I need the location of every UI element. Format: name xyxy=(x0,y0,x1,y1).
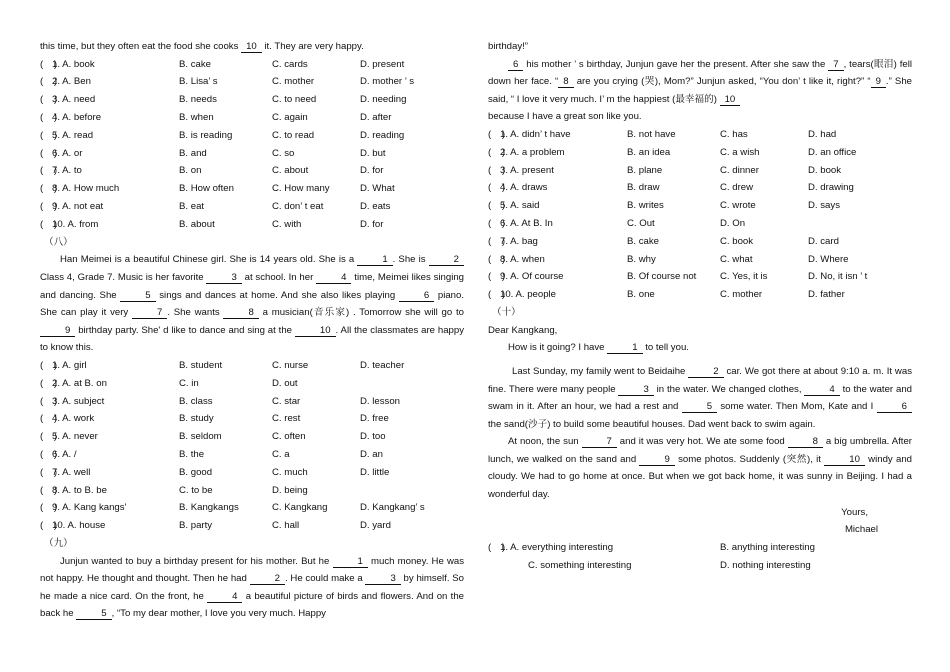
option-b[interactable]: B. on xyxy=(179,165,202,177)
answer-bracket[interactable]: ( ) xyxy=(488,541,506,553)
option-c[interactable]: C. to read xyxy=(272,129,315,141)
answer-bracket[interactable]: ( ) xyxy=(40,200,58,212)
option-c[interactable]: C. drew xyxy=(720,182,754,194)
blank-9[interactable]: 9 xyxy=(40,326,75,337)
answer-bracket[interactable]: ( ) xyxy=(40,147,58,159)
option-a[interactable]: 4. A. work xyxy=(52,413,95,425)
answer-bracket[interactable]: ( ) xyxy=(40,431,58,443)
option-b[interactable]: C. Out xyxy=(627,217,655,229)
section-8-heading: （八） xyxy=(44,236,73,248)
question-row xyxy=(488,197,912,215)
option-b[interactable]: B. and xyxy=(179,147,207,159)
blank-6[interactable]: 6 xyxy=(399,291,434,302)
option-d[interactable]: D. little xyxy=(360,466,390,478)
question-row xyxy=(488,539,912,557)
question-row xyxy=(40,162,464,180)
option-a[interactable]: 5. A. never xyxy=(52,431,98,443)
blank-2[interactable]: 2 xyxy=(688,367,723,378)
question-row xyxy=(40,482,464,500)
question-row xyxy=(40,127,464,145)
option-d[interactable]: D. father xyxy=(808,289,845,301)
option-c[interactable]: C. cards xyxy=(272,58,308,70)
answer-bracket[interactable]: ( ) xyxy=(488,235,506,247)
option-a[interactable]: 4. A. before xyxy=(52,111,102,123)
passage-9-continued: birthday!” 6 his mother ’ s birthday, Junjun gave her the present. After she saw the 7 , tears(眼泪) fell down her face. “ 8 are you crying (哭), Mom?” Junjun asked, “You don’ t like it, right?” “ 9 .” She said, “ I love it very much. I’ m the happiest (最幸福的) 10 because I have a great son like you. xyxy=(488,41,912,123)
option-b[interactable]: B. an idea xyxy=(627,146,671,158)
question-row xyxy=(40,91,464,109)
option-b[interactable]: B. seldom xyxy=(179,431,222,443)
section-9-heading: （九） xyxy=(44,537,73,549)
option-a[interactable]: 1. A. didn’ t have xyxy=(500,128,571,140)
option-b[interactable]: B. is reading xyxy=(179,129,233,141)
option-c[interactable]: C. hall xyxy=(272,520,300,532)
option-d[interactable]: D. teacher xyxy=(360,359,405,371)
option-b[interactable]: C. in xyxy=(179,377,199,389)
question-row-continued xyxy=(488,557,912,575)
option-c[interactable]: C. book xyxy=(720,235,754,247)
option-c[interactable]: C. rest xyxy=(272,413,301,425)
passage-text: it. They are very happy. xyxy=(261,41,364,52)
question-row xyxy=(488,268,912,286)
option-b[interactable]: B. How often xyxy=(179,183,234,195)
question-row xyxy=(488,215,912,233)
answer-bracket[interactable]: ( ) xyxy=(40,165,58,177)
question-row xyxy=(40,428,464,446)
option-d[interactable]: D. lesson xyxy=(360,395,400,407)
option-c[interactable]: C. don’ t eat xyxy=(272,200,324,212)
question-row xyxy=(40,499,464,517)
option-c[interactable]: C. a wish xyxy=(720,146,760,158)
option-b[interactable]: B. good xyxy=(179,466,213,478)
letter-paragraph-3: At noon, the sun 7 and it was very hot. We ate some food 8 a big umbrella. After lunch, we walked on the sand and 9 some photos. Suddenly (突然), it 10 windy and cloudy. We had to go home at once. But when we got back home, it was sunny in Beijing. I had a wonderful day. xyxy=(488,436,912,501)
option-d[interactable]: D. nothing interesting xyxy=(720,559,811,571)
question-row xyxy=(40,393,464,411)
option-d[interactable]: D. an office xyxy=(808,146,857,158)
option-a[interactable]: 2. A. Ben xyxy=(52,76,91,88)
option-c[interactable]: C. has xyxy=(720,128,748,140)
answer-bracket[interactable]: ( ) xyxy=(488,164,506,176)
question-row xyxy=(40,517,464,535)
question-row xyxy=(40,73,464,91)
answer-bracket[interactable]: ( ) xyxy=(40,395,58,407)
answer-bracket[interactable]: ( ) xyxy=(488,182,506,194)
question-row xyxy=(488,233,912,251)
blank-4[interactable]: 4 xyxy=(207,592,242,603)
option-b[interactable]: B. cake xyxy=(627,235,659,247)
option-c[interactable]: C. dinner xyxy=(720,164,759,176)
option-d[interactable]: D. reading xyxy=(360,129,405,141)
option-a[interactable]: 1. A. girl xyxy=(52,359,87,371)
option-a[interactable]: 3. A. subject xyxy=(52,395,105,407)
letter-paragraph-2: Last Sunday, my family went to Beidaihe 2 car. We got there at about 9:10 a. m. It was fine. There were many people 3 in the water. We changed clothes, 4 to the water and swam in it. After an hour, we had a rest and 5 some water. Then Mom, Kate and I 6 the sand(沙子) to build some beautiful houses. Dad went back to swim again. xyxy=(488,365,912,430)
answer-bracket[interactable]: ( ) xyxy=(40,183,58,195)
answer-bracket[interactable]: ( ) xyxy=(40,94,58,106)
option-b[interactable]: B. study xyxy=(179,413,214,425)
option-a[interactable]: 10. A. people xyxy=(500,289,557,301)
question-row xyxy=(488,144,912,162)
option-a[interactable]: 8. A. How much xyxy=(52,183,120,195)
option-c[interactable]: C. nurse xyxy=(272,359,309,371)
answer-bracket[interactable]: ( ) xyxy=(488,128,506,140)
blank-8[interactable]: 8 xyxy=(558,77,573,88)
answer-bracket[interactable]: ( ) xyxy=(40,413,58,425)
blank-9[interactable]: 9 xyxy=(871,77,886,88)
option-a[interactable]: 8. A. when xyxy=(500,253,545,265)
option-b[interactable]: B. plane xyxy=(627,164,663,176)
option-c[interactable]: C. so xyxy=(272,147,295,159)
option-b[interactable]: B. student xyxy=(179,359,223,371)
blank-10[interactable]: 10 xyxy=(720,95,741,106)
question-row xyxy=(40,464,464,482)
question-row xyxy=(488,126,912,144)
blank-10[interactable]: 10 xyxy=(824,455,865,466)
question-row xyxy=(40,410,464,428)
option-b[interactable]: B. Kangkangs xyxy=(179,502,239,514)
option-a[interactable]: 2. A. a problem xyxy=(500,146,565,158)
letter-signature: Michael xyxy=(844,524,878,536)
option-b[interactable]: B. party xyxy=(179,520,213,532)
option-c[interactable]: C. something interesting xyxy=(528,559,632,571)
option-c[interactable]: C. wrote xyxy=(720,200,756,212)
answer-bracket[interactable]: ( ) xyxy=(40,58,58,70)
option-d[interactable]: D. too xyxy=(360,431,386,443)
answer-bracket[interactable]: ( ) xyxy=(40,377,58,389)
option-d[interactable]: D. an xyxy=(360,448,383,460)
answer-bracket[interactable]: ( ) xyxy=(40,129,58,141)
option-d[interactable]: D. present xyxy=(360,58,405,70)
blank-1[interactable]: 1 xyxy=(607,343,642,354)
blank-3[interactable]: 3 xyxy=(206,273,241,284)
letter-closing: Yours, xyxy=(841,506,868,518)
option-c[interactable]: C. often xyxy=(272,431,306,443)
blank-2[interactable]: 2 xyxy=(429,255,464,266)
answer-bracket[interactable]: ( ) xyxy=(488,253,506,265)
option-a[interactable]: 9. A. Kang kangs' xyxy=(52,502,127,514)
blank-7[interactable]: 7 xyxy=(132,308,167,319)
blank-9[interactable]: 9 xyxy=(639,455,674,466)
option-a[interactable]: 6. A. At B. In xyxy=(500,217,553,229)
question-row xyxy=(40,145,464,163)
question-row xyxy=(40,109,464,127)
option-b[interactable]: B. not have xyxy=(627,128,676,140)
question-row xyxy=(40,357,464,375)
option-b[interactable]: B. needs xyxy=(179,94,217,106)
answer-bracket[interactable]: ( ) xyxy=(40,76,58,88)
blank-5[interactable]: 5 xyxy=(682,402,717,413)
answer-bracket[interactable]: ( ) xyxy=(40,359,58,371)
option-a[interactable]: 7. A. well xyxy=(52,466,91,478)
blank-4[interactable]: 4 xyxy=(316,273,351,284)
option-c[interactable]: C. a xyxy=(272,448,290,460)
passage-9: Junjun wanted to buy a birthday present for his mother. But he 1 much money. He was not happy. He thought and thought. Then he had 2 . He could make a 3 by himself. So he made a nice card. On the front, he 4 a beautiful picture of birds and flowers. And on the back he 5 , “To my dear mother, I love you very much. Happy xyxy=(40,555,465,620)
question-row xyxy=(488,162,912,180)
option-d[interactable]: D. free xyxy=(360,413,389,425)
question-row xyxy=(40,375,464,393)
question-row xyxy=(488,286,912,304)
option-b[interactable]: B. draw xyxy=(627,182,660,194)
question-row xyxy=(40,180,464,198)
option-a[interactable]: 8. A. to B. be xyxy=(52,484,107,496)
question-row xyxy=(488,179,912,197)
option-a[interactable]: 6. A. or xyxy=(52,147,83,159)
blank-10[interactable]: 10 xyxy=(241,42,262,53)
option-b[interactable]: C. to be xyxy=(179,484,213,496)
option-d[interactable]: D. drawing xyxy=(808,182,854,194)
option-d[interactable]: D. What xyxy=(360,183,395,195)
option-a[interactable]: 7. A. to xyxy=(52,165,82,177)
option-d[interactable]: D. for xyxy=(360,218,384,230)
option-a[interactable]: 1. A. everything interesting xyxy=(500,541,614,553)
option-a[interactable]: 6. A. / xyxy=(52,448,77,460)
option-a[interactable]: 5. A. said xyxy=(500,200,540,212)
option-a[interactable]: 2. A. at B. on xyxy=(52,377,107,389)
question-row xyxy=(40,198,464,216)
option-b[interactable]: B. class xyxy=(179,395,213,407)
option-c[interactable]: D. out xyxy=(272,377,298,389)
option-a[interactable]: 7. A. bag xyxy=(500,235,538,247)
blank-2[interactable]: 2 xyxy=(250,574,285,585)
letter-line-1: How is it going? I have 1 to tell you. xyxy=(508,342,689,354)
option-a[interactable]: 10. A. from xyxy=(52,218,99,230)
passage-8: Han Meimei is a beautiful Chinese girl. She is 14 years old. She is a 1 . She is 2 Class 4, Grade 7. Music is her favorite 3 at school. In her 4 time, Meimei likes singing and dancing. She 5 sings and dances at home. And she also likes playing 6 piano. She can play it very 7 . She wants 8 a musician(音乐家) . Tomorrow she will go to 9 birthday party. She' d like to dance and sing at the 10 . All the classmates are happy to know this. xyxy=(40,254,465,354)
passage-text: this time, but they often eat the food she cooks xyxy=(40,41,242,52)
answer-bracket[interactable]: ( ) xyxy=(488,289,506,301)
answer-bracket[interactable]: ( ) xyxy=(40,218,58,230)
question-list-7 xyxy=(40,56,464,234)
option-d[interactable]: D. Kangkang’ s xyxy=(360,502,425,514)
question-row xyxy=(40,56,464,74)
option-d[interactable]: D. needing xyxy=(360,94,407,106)
option-c[interactable]: C. mother xyxy=(720,289,763,301)
blank-10[interactable]: 10 xyxy=(295,326,336,337)
option-c[interactable]: C. How many xyxy=(272,183,330,195)
option-a[interactable]: 1. A. book xyxy=(52,58,95,70)
question-row xyxy=(40,216,464,234)
answer-bracket[interactable]: ( ) xyxy=(488,271,506,283)
answer-bracket[interactable]: ( ) xyxy=(40,484,58,496)
option-d[interactable]: D. eats xyxy=(360,200,391,212)
blank-3[interactable]: 3 xyxy=(618,385,653,396)
option-b[interactable]: B. cake xyxy=(179,58,211,70)
option-d[interactable]: D. book xyxy=(808,164,842,176)
option-d[interactable]: D. but xyxy=(360,147,386,159)
blank-5[interactable]: 5 xyxy=(120,291,155,302)
blank-3[interactable]: 3 xyxy=(365,574,400,585)
option-b[interactable]: B. why xyxy=(627,253,656,265)
section-10-heading: （十） xyxy=(492,306,521,318)
question-list-8 xyxy=(40,357,464,535)
option-a[interactable]: 3. A. need xyxy=(52,94,96,106)
option-c[interactable]: C. mother xyxy=(272,76,315,88)
answer-bracket[interactable]: ( ) xyxy=(488,200,506,212)
option-c[interactable]: C. much xyxy=(272,466,308,478)
answer-bracket[interactable]: ( ) xyxy=(40,502,58,514)
option-d[interactable]: D. for xyxy=(360,165,384,177)
option-a[interactable]: 4. A. draws xyxy=(500,182,548,194)
answer-bracket[interactable]: ( ) xyxy=(488,217,506,229)
right-column xyxy=(488,38,912,574)
option-d[interactable]: D. had xyxy=(808,128,837,140)
option-b[interactable]: B. anything interesting xyxy=(720,541,815,553)
blank-7[interactable]: 7 xyxy=(582,437,617,448)
option-d[interactable]: D. Where xyxy=(808,253,849,265)
question-list-9 xyxy=(488,126,912,304)
option-a[interactable]: 9. A. not eat xyxy=(52,200,104,212)
blank-7[interactable]: 7 xyxy=(828,60,843,71)
option-a[interactable]: 5. A. read xyxy=(52,129,94,141)
option-c[interactable]: C. Kangkang xyxy=(272,502,328,514)
blank-1[interactable]: 1 xyxy=(357,255,392,266)
option-d[interactable]: D. yard xyxy=(360,520,391,532)
option-d[interactable]: D. No, it isn ’ t xyxy=(808,271,868,283)
option-a[interactable]: 10. A. house xyxy=(52,520,106,532)
option-c[interactable]: D. On xyxy=(720,217,746,229)
option-b[interactable]: B. when xyxy=(179,111,214,123)
blank-1[interactable]: 1 xyxy=(333,557,368,568)
option-a[interactable]: 9. A. Of course xyxy=(500,271,564,283)
answer-bracket[interactable]: ( ) xyxy=(40,111,58,123)
option-c[interactable]: C. again xyxy=(272,111,308,123)
option-a[interactable]: 3. A. present xyxy=(500,164,554,176)
option-b[interactable]: B. Lisa’ s xyxy=(179,76,218,88)
blank-8[interactable]: 8 xyxy=(788,437,823,448)
blank-6[interactable]: 6 xyxy=(508,60,523,71)
letter xyxy=(488,322,912,539)
option-c[interactable]: C. with xyxy=(272,218,302,230)
option-c[interactable]: C. star xyxy=(272,395,301,407)
blank-5[interactable]: 5 xyxy=(76,609,111,620)
option-d[interactable]: D. card xyxy=(808,235,839,247)
answer-bracket[interactable]: ( ) xyxy=(40,448,58,460)
option-c[interactable]: C. what xyxy=(720,253,753,265)
blank-6[interactable]: 6 xyxy=(877,402,912,413)
option-b[interactable]: B. writes xyxy=(627,200,664,212)
blank-8[interactable]: 8 xyxy=(223,308,258,319)
passage-7-ending xyxy=(40,38,464,56)
option-b[interactable]: B. Of course not xyxy=(627,271,697,283)
option-c[interactable]: C. Yes, it is xyxy=(720,271,768,283)
option-d[interactable]: D. after xyxy=(360,111,392,123)
option-c[interactable]: C. about xyxy=(272,165,309,177)
blank-4[interactable]: 4 xyxy=(804,385,839,396)
option-b[interactable]: B. the xyxy=(179,448,205,460)
answer-bracket[interactable]: ( ) xyxy=(40,466,58,478)
question-row xyxy=(40,446,464,464)
question-row xyxy=(488,251,912,269)
option-b[interactable]: B. eat xyxy=(179,200,205,212)
answer-bracket[interactable]: ( ) xyxy=(40,520,58,532)
option-d[interactable]: D. says xyxy=(808,200,840,212)
option-c[interactable]: D. being xyxy=(272,484,308,496)
left-column xyxy=(40,38,464,623)
option-c[interactable]: C. to need xyxy=(272,94,317,106)
option-b[interactable]: B. one xyxy=(627,289,655,301)
letter-greeting: Dear Kangkang, xyxy=(488,324,558,336)
answer-bracket[interactable]: ( ) xyxy=(488,146,506,158)
option-b[interactable]: B. about xyxy=(179,218,215,230)
option-d[interactable]: D. mother ’ s xyxy=(360,76,415,88)
